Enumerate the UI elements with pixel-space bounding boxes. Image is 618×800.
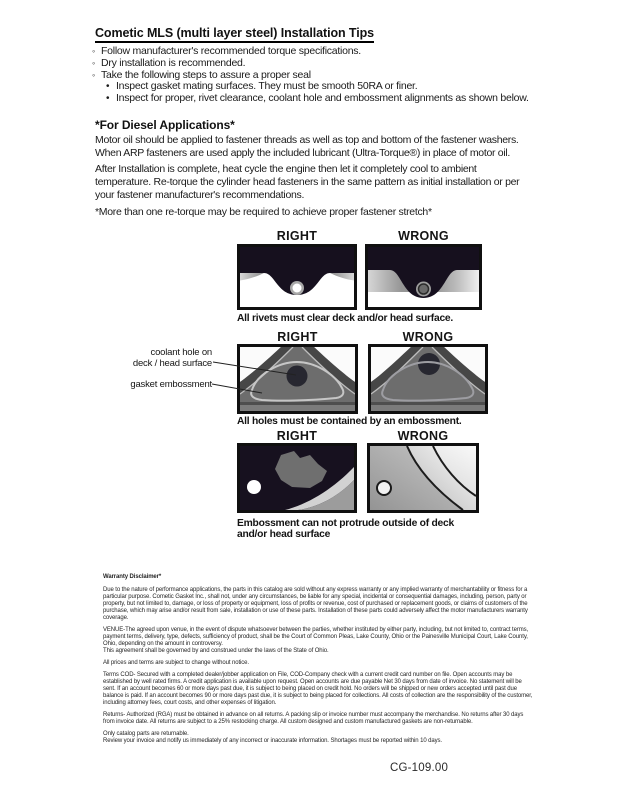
diesel-paragraph-1: Motor oil should be applied to fastener threads as well as top and bottom of the fastener washers. When ARP fasteners are used apply the included lubricant (Ultra-Torque®) in place of motor oil. bbox=[95, 134, 519, 159]
disclaimer-heading: Warranty Disclaimer* bbox=[103, 574, 162, 580]
row2-caption: All holes must be contained by an embossment. bbox=[237, 416, 462, 427]
embossment-protrusion-wrong-diagram bbox=[367, 443, 479, 513]
disclaimer-paragraph: All prices and terms are subject to change without notice. bbox=[103, 660, 249, 666]
retorque-note: *More than one re-torque may be required to achieve proper fastener stretch* bbox=[95, 206, 432, 218]
disclaimer-paragraph: Terms COD- Secured with a completed dealer/jobber application on File, COD-Company check with a current credit card number on file. Open accounts may be established by well rated firms. A credit application is available upon request. Open accounts are due payable Net 30 days from date of invoice. No statement will be sent. If an account becomes 60 or more days past due, it is subject to being placed on credit hold. No orders will be shipped or new orders accepted until past due balance is paid. If an account becomes 90 or more days past due, it is subject to being placed for collections. All costs of collection are the responsibility of the customer, including attorney fees, court costs, and other expenses of litigation. bbox=[103, 672, 533, 706]
gasket-embossment-callout: gasket embossment bbox=[130, 379, 212, 390]
callout-line: deck / head surface bbox=[132, 358, 212, 369]
disclaimer-paragraph: VENUE-The agreed upon venue, in the event of dispute whatsoever between the parties, whether instituted by either party, including, but not limited to, contract terms, payment terms, delivery, type, defects, sufficiency of product, shall be the Court of Common Pleas, Lake County, Ohio or the Painesville Municipal Court, Lake County, Ohio, depending on the amount in controversy. bbox=[103, 627, 529, 647]
bolt-hole-circle bbox=[247, 480, 261, 494]
row2-right-label: RIGHT bbox=[277, 330, 318, 344]
caption-line: and/or head surface bbox=[237, 529, 331, 540]
tip-text: Take the following steps to assure a proper seal bbox=[101, 68, 311, 81]
embossment-containment-right-illustration bbox=[237, 344, 358, 414]
callout-line: coolant hole on bbox=[150, 347, 212, 358]
disclaimer-paragraph: Due to the nature of performance applications, the parts in this catalog are sold without any express warranty or any implied warranty of merchantability or fitness for a particular purpose. Cometic Gasket Inc., shall not, under any circumstances, be liable for any special, incidental or consequential damages, including, person, party or property, but not limited to, damage, or loss of property or equipment, loss of profits or revenue, cost of purchased or replacement goods, or claims of customers of the purchase, which may arise and/or result from sale, installation or use of these parts. Installation of these parts could adversely affect the motor manufacturers warranty coverage. bbox=[103, 587, 528, 621]
tip-text: Inspect for proper, rivet clearance, coolant hole and embossment alignments as shown below. bbox=[116, 92, 529, 105]
tip-text: Inspect gasket mating surfaces. They must be smooth 50RA or finer. bbox=[116, 80, 418, 93]
installation-tips-list bbox=[92, 46, 532, 105]
row3-wrong-label: WRONG bbox=[397, 429, 449, 443]
sub-bullet-marker: • bbox=[106, 81, 110, 93]
disclaimer-paragraph: Returns- Authorized (RGA) must be obtained in advance on all returns. A packing slip or invoice number must accompany the merchandise. No returns after 30 days from invoice date. All returns are subject to a 25% restocking charge. All custom designed and custom manufactured gaskets are non-returnable. bbox=[103, 712, 524, 725]
caption-line: Embossment can not protrude outside of deck bbox=[237, 518, 454, 529]
disclaimer-paragraph: This agreement shall be governed by and construed under the laws of the State of Ohio. bbox=[103, 648, 329, 654]
coolant-hole-circle bbox=[418, 353, 440, 375]
list-item bbox=[106, 93, 532, 105]
embossment-containment-wrong-diagram bbox=[368, 344, 488, 414]
document-number: CG-109.00 bbox=[390, 762, 449, 774]
coolant-hole-circle bbox=[287, 366, 308, 387]
page-title: Cometic MLS (multi layer steel) Installation Tips bbox=[95, 26, 374, 43]
disclaimer-paragraph: Review your invoice and notify us immediately of any incorrect or inaccurate information. Shortages must be reported within 10 days. bbox=[103, 738, 442, 744]
rivet-clearance-right-illustration bbox=[237, 244, 357, 310]
rivet-clearance-right-diagram bbox=[237, 244, 357, 310]
diesel-paragraph-2: After Installation is complete, heat cycle the engine then let it completely cool to ambient temperature. Re-torque the cylinder head fasteners in the same pattern as initial installation or per your fastener manufacturer's recommendations. bbox=[95, 163, 520, 201]
row1-right-label: RIGHT bbox=[276, 229, 318, 243]
bolt-hole-circle bbox=[377, 481, 391, 495]
bullet-marker: ◦ bbox=[92, 69, 95, 80]
bullet-marker: ◦ bbox=[92, 46, 95, 56]
embossment-protrusion-right-illustration bbox=[237, 443, 357, 513]
row2-wrong-label: WRONG bbox=[402, 330, 454, 344]
tip-text: Dry installation is recommended. bbox=[101, 56, 246, 69]
tip-text: Follow manufacturer's recommended torque specifications. bbox=[101, 45, 361, 57]
diesel-heading: *For Diesel Applications* bbox=[95, 118, 235, 132]
row1-wrong-label: WRONG bbox=[398, 229, 449, 243]
row3-caption bbox=[237, 518, 497, 540]
row1-caption: All rivets must clear deck and/or head surface. bbox=[237, 313, 454, 324]
rivet-clearance-wrong-diagram bbox=[365, 244, 482, 310]
rivet-clearance-wrong-illustration bbox=[365, 244, 482, 310]
row3-right-label: RIGHT bbox=[276, 429, 318, 443]
disclaimer-paragraph: Only catalog parts are returnable. bbox=[103, 731, 189, 737]
embossment-containment-right-diagram bbox=[237, 344, 358, 414]
embossment-protrusion-right-diagram bbox=[237, 443, 357, 513]
sub-bullet-marker: • bbox=[106, 93, 110, 105]
coolant-hole-callout bbox=[100, 347, 212, 369]
embossment-containment-wrong-illustration bbox=[368, 344, 488, 414]
bullet-marker: ◦ bbox=[92, 57, 95, 68]
warranty-disclaimer bbox=[103, 574, 533, 745]
list-item bbox=[92, 58, 532, 70]
embossment-protrusion-wrong-illustration bbox=[367, 443, 479, 513]
